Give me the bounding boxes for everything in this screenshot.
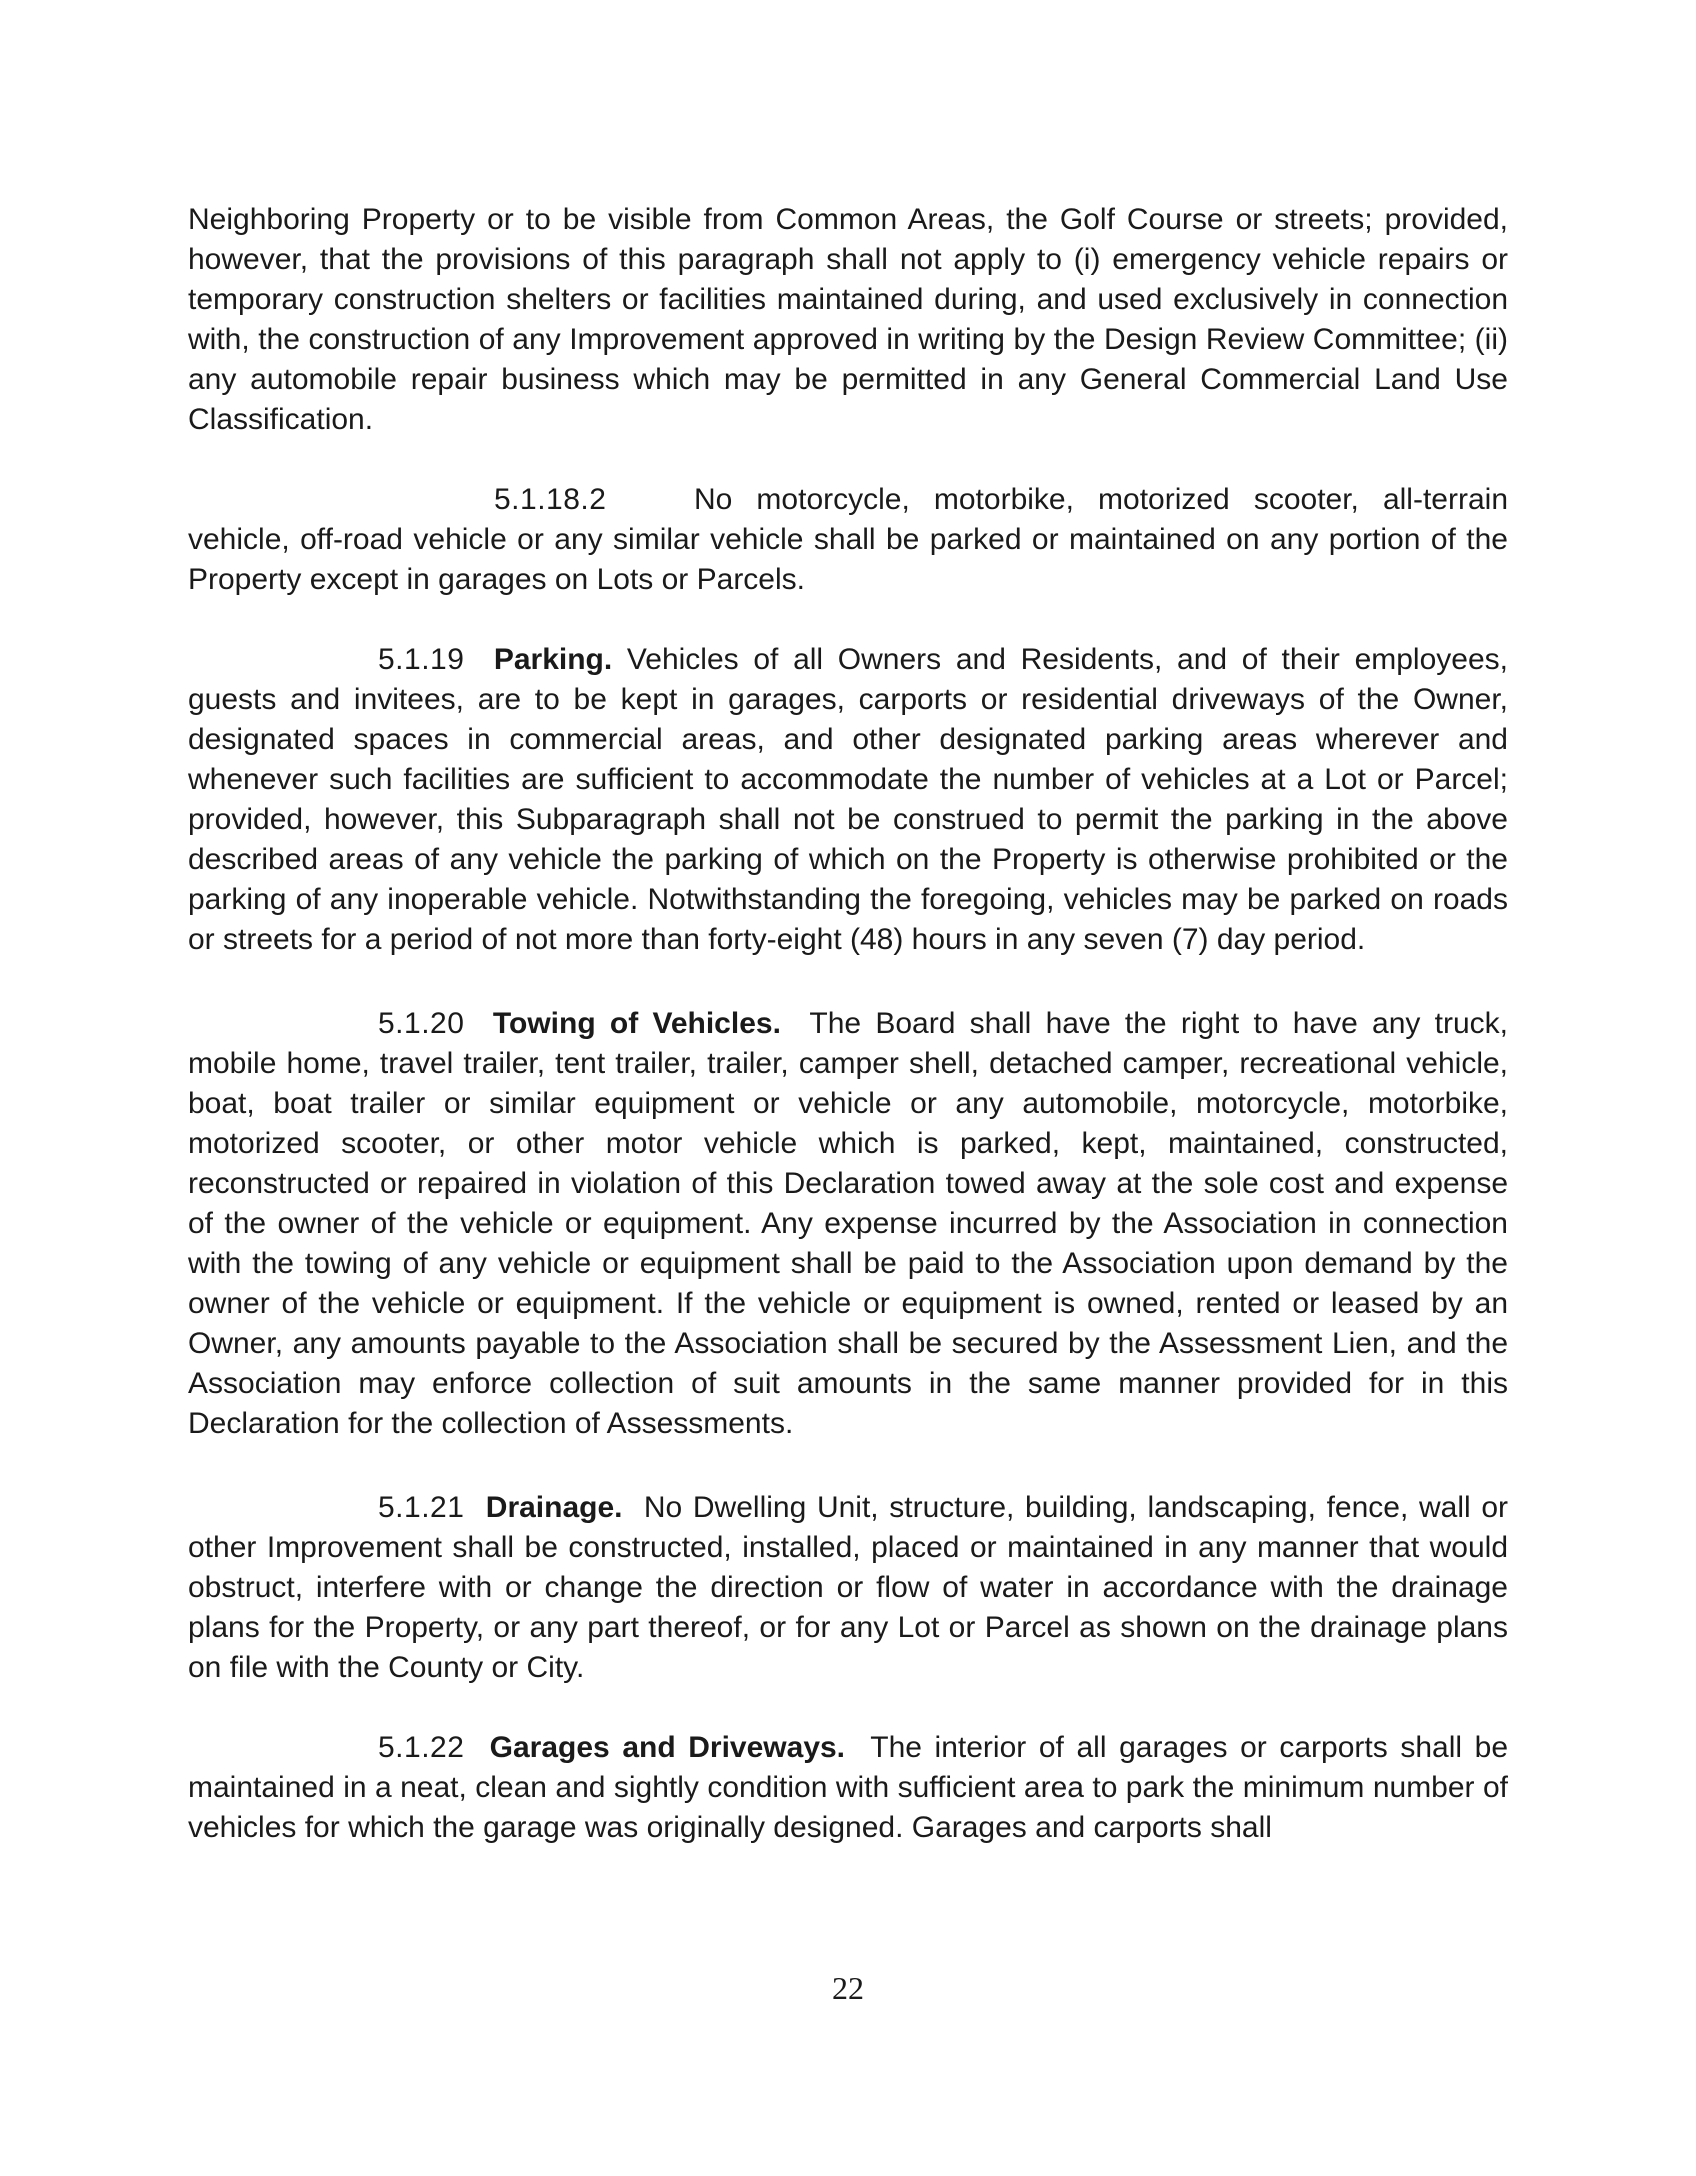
section-number: 5.1.22 [378,1731,465,1764]
section-heading: Drainage. [485,1491,623,1524]
paragraph-text: No motorcycle, motorbike, motorized scooter, all-terrain vehicle, off-road vehicle or any similar vehicle shall be parked or maintained on any portion of the Property except in garages on Lots or Parcels. [188,483,1508,596]
paragraph-5-1-21-drainage [188,1488,1508,1688]
document-body [188,200,1508,1848]
section-heading: Garages and Driveways. [489,1731,846,1764]
paragraph-text: The Board shall have the right to have any truck, mobile home, travel trailer, tent trailer, trailer, camper shell, detached camper, recreational vehicle, boat, boat trailer or similar equipment or vehicle or any automobile, motorcycle, motorbike, motorized scooter, or other motor vehicle which is parked, kept, maintained, constructed, reconstructed or repaired in violation of this Declaration towed away at the sole cost and expense of the owner of the vehicle or equipment. Any expense incurred by the Association in connection with the towing of any vehicle or equipment shall be paid to the Association upon demand by the owner of the vehicle or equipment. If the vehicle or equipment is owned, rented or leased by an Owner, any amounts payable to the Association shall be secured by the Assessment Lien, and the Association may enforce collection of suit amounts in the same manner provided for in this Declaration for the collection of Assessments. [188,1007,1508,1440]
paragraph-5-1-22-garages [188,1728,1508,1848]
paragraph-5-1-19-parking [188,640,1508,960]
paragraph-text: Vehicles of all Owners and Residents, and of their employees, guests and invitees, are to be kept in garages, carports or residential driveways of the Owner, designated spaces in commercial areas, and other designated parking areas wherever and whenever such facilities are sufficient to accommodate the number of vehicles at a Lot or Parcel; provided, however, this Subparagraph shall not be construed to permit the parking in the above described areas of any vehicle the parking of which on the Property is otherwise prohibited or the parking of any inoperable vehicle. Notwithstanding the foregoing, vehicles may be parked on roads or streets for a period of not more than forty-eight (48) hours in any seven (7) day period. [188,643,1508,956]
section-number: 5.1.21 [378,1491,465,1524]
page-number: 22 [832,1970,864,2006]
paragraph-text: No Dwelling Unit, structure, building, landscaping, fence, wall or other Improvement shall be constructed, installed, placed or maintained in any manner that would obstruct, interfere with or change the direction or flow of water in accordance with the drainage plans for the Property, or any part thereof, or for any Lot or Parcel as shown on the drainage plans on file with the County or City. [188,1491,1509,1684]
paragraph-continuation [188,200,1508,440]
paragraph-text: The interior of all garages or carports shall be maintained in a neat, clean and sightly condition with sufficient area to park the minimum number of vehicles for which the garage was originally designed. Garages and carports shall [188,1731,1509,1844]
section-number: 5.1.18.2 [494,483,607,516]
paragraph-5-1-18-2 [188,480,1508,600]
section-number: 5.1.20 [378,1007,465,1040]
section-heading: Towing of Vehicles. [492,1007,781,1040]
section-heading: Parking. [493,643,613,676]
paragraph-text: Neighboring Property or to be visible from Common Areas, the Golf Course or streets; provided, however, that the provisions of this paragraph shall not apply to (i) emergency vehicle repairs or temporary construction shelters or facilities maintained during, and used exclusively in connection with, the construction of any Improvement approved in writing by the Design Review Committee; (ii) any automobile repair business which may be permitted in any General Commercial Land Use Classification. [188,203,1508,436]
section-number: 5.1.19 [378,643,465,676]
paragraph-5-1-20-towing [188,1004,1508,1444]
